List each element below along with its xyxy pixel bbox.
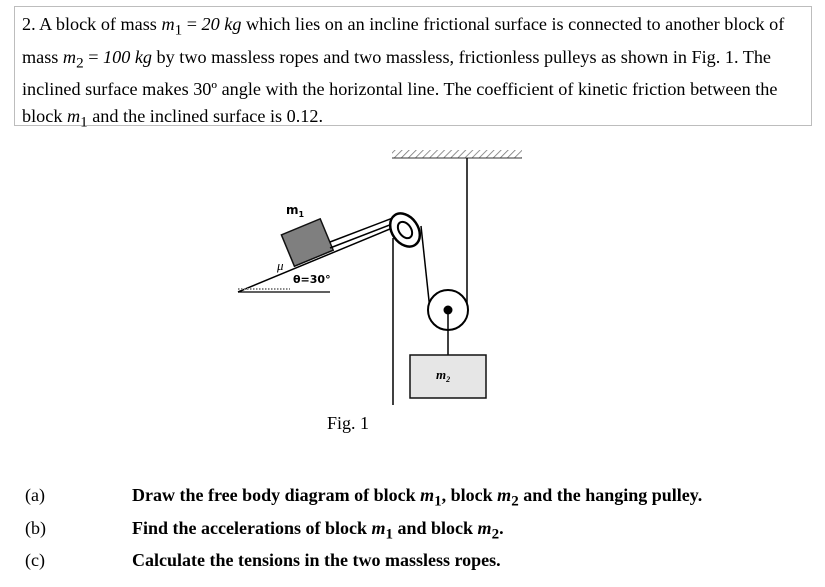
- mu-label: μ: [277, 258, 284, 273]
- movable-pulley: [428, 290, 468, 355]
- problem-statement: 2. A block of mass $m_1 = 20$ kg which lies on an incline frictional surface is connected to another block of mass $m_2 = 100$ kg by two massless ropes and two massless, frictionless pulleys as shown in Fig. 1. The inclined surface makes 30º angle with the horizontal line. The coefficient of kinetic friction between the block $m_1$ and the inclined surface is 0.12.: [22, 14, 785, 131]
- question-c-label: (c): [25, 550, 45, 570]
- block-m1: [281, 219, 333, 266]
- question-b-text: Find the accelerations of block $m_1$ and block $m_2$.: [132, 518, 504, 543]
- question-c-text: Calculate the tensions in the two massless ropes.: [132, 550, 501, 570]
- angle-label: θ=30°: [293, 273, 331, 286]
- fixed-pulley: [384, 208, 426, 252]
- question-b-label: (b): [25, 518, 46, 538]
- figure-caption: Fig. 1: [327, 413, 370, 433]
- rope-1: [330, 216, 398, 242]
- question-a-label: (a): [25, 485, 45, 505]
- ceiling: [392, 150, 522, 158]
- rope-2-pulley-left: [421, 226, 430, 310]
- m1-label: $m_1$: [286, 203, 305, 219]
- m2-label: $m_2$: [436, 367, 451, 384]
- question-a-text: Draw the free body diagram of block $m_1$, block $m_2$ and the hanging pulley.: [132, 485, 703, 510]
